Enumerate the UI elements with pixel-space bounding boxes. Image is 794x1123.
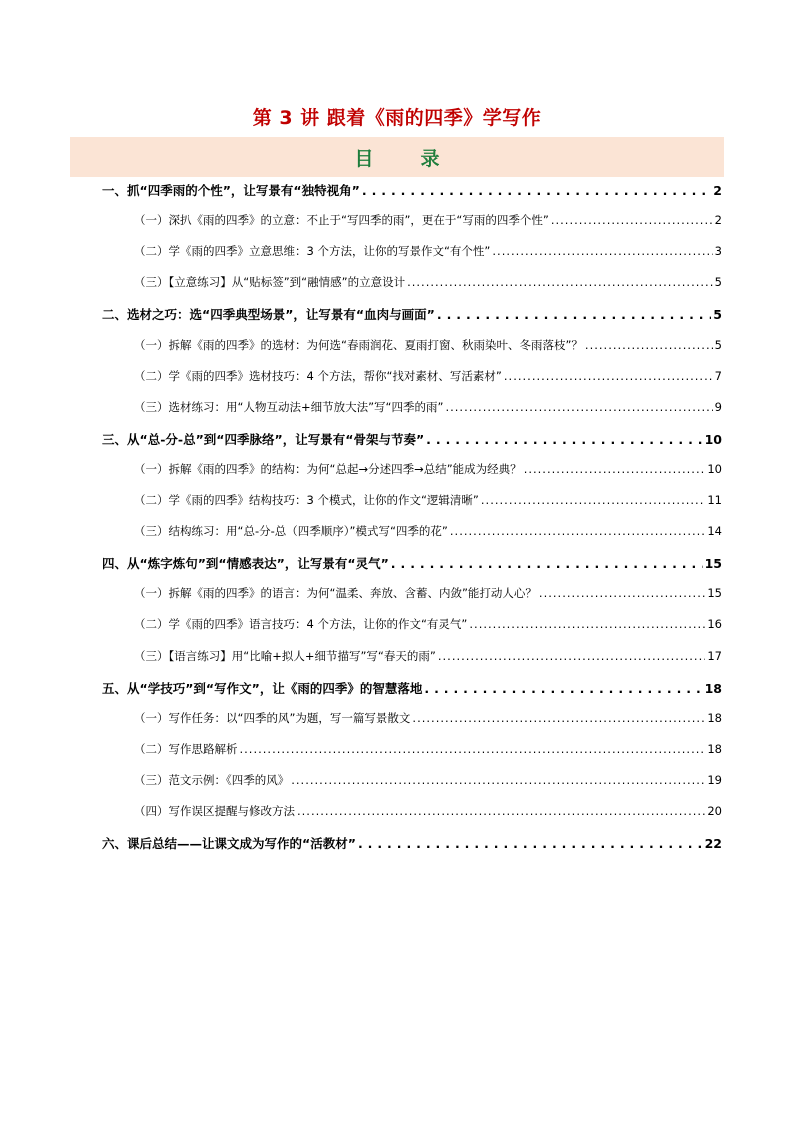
toc-dot-leader xyxy=(504,369,713,383)
toc-page-number: 22 xyxy=(704,836,722,852)
toc-subsection-entry[interactable] xyxy=(134,368,722,390)
toc-subsection-entry[interactable] xyxy=(134,274,722,296)
toc-page-number: 14 xyxy=(707,524,722,539)
toc-entry-text: （二）学《雨的四季》立意思维：3 个方法，让你的写景作文“有个性” xyxy=(134,244,491,259)
toc-subsection-entry[interactable] xyxy=(134,585,722,607)
toc-dot-leader xyxy=(524,462,706,476)
toc-dot-leader xyxy=(358,836,703,851)
toc-entry-text: （一）写作任务：以“四季的风”为题，写一篇写景散文 xyxy=(134,710,411,725)
toc-dot-leader xyxy=(585,338,713,352)
toc-subsection-entry[interactable] xyxy=(134,243,722,265)
toc-page-number: 20 xyxy=(707,804,722,818)
toc-subsection-entry[interactable] xyxy=(134,337,722,359)
toc-subsection-entry[interactable] xyxy=(134,648,722,670)
toc-subsection-entry[interactable] xyxy=(134,492,722,514)
toc-entry-text: （二）学《雨的四季》选材技巧：4 个方法，帮你“找对素材、写活素材” xyxy=(134,368,502,383)
toc-entry-text: （一）拆解《雨的四季》的结构：为何“总起→分述四季→总结”能成为经典？ xyxy=(134,461,522,476)
toc-dot-leader xyxy=(481,493,705,507)
toc-entry-text: （一）拆解《雨的四季》的语言：为何“温柔、奔放、含蓄、内敛”能打动人心？ xyxy=(134,586,537,601)
toc-entry-text: 五、从“学技巧”到“写作文”，让《雨的四季》的智慧落地 xyxy=(102,680,423,696)
toc-page-number: 17 xyxy=(707,648,722,663)
toc-dot-leader xyxy=(297,804,705,818)
toc-dot-leader xyxy=(551,213,713,227)
document-title: 第 3 讲 跟着《雨的四季》学写作 xyxy=(252,107,542,129)
toc-dot-leader xyxy=(492,244,712,258)
toc-dot-leader xyxy=(437,307,711,322)
toc-entry-text: （三）【立意练习】从“贴标签”到“融情感”的立意设计 xyxy=(134,275,406,290)
toc-entry-text: 一、抓“四季雨的个性”，让写景有“独特视角” xyxy=(102,183,360,198)
toc-section-entry[interactable] xyxy=(102,305,722,327)
toc-dot-leader xyxy=(426,432,702,447)
toc-entry-text: （二）学《雨的四季》结构技巧：3 个模式，让你的作文“逻辑清晰” xyxy=(134,493,479,507)
toc-entry-text: （三）范文示例：《四季的风》 xyxy=(134,772,290,787)
toc-page-number: 18 xyxy=(707,710,722,725)
toc-heading-band xyxy=(70,137,724,177)
toc-dot-leader xyxy=(362,183,711,198)
toc-page-number: 5 xyxy=(713,307,722,323)
toc-subsection-entry[interactable] xyxy=(134,803,722,825)
toc-dot-leader xyxy=(391,556,703,571)
toc-section-entry[interactable] xyxy=(102,834,722,856)
toc-subsection-entry[interactable] xyxy=(134,212,722,234)
toc-page-number: 16 xyxy=(707,617,722,632)
toc-dot-leader xyxy=(412,711,705,725)
toc-section-entry[interactable] xyxy=(102,430,722,452)
toc-page-number: 10 xyxy=(707,461,722,476)
toc-subsection-entry[interactable] xyxy=(134,461,722,483)
toc-subsection-entry[interactable] xyxy=(134,772,722,794)
toc-heading: 目 录 xyxy=(354,147,454,170)
toc-page-number: 11 xyxy=(707,493,722,507)
toc-page-number: 19 xyxy=(707,772,722,787)
toc-page-number: 9 xyxy=(714,399,722,414)
toc-page-number: 3 xyxy=(714,244,722,259)
toc-page-number: 15 xyxy=(704,556,722,572)
toc-entry-text: 三、从“总-分-总”到“四季脉络”，让写景有“骨架与节奏” xyxy=(102,431,425,447)
toc-page-number: 15 xyxy=(707,586,722,601)
toc-dot-leader xyxy=(445,400,712,414)
toc-entry-text: （三）选材练习：用“人物互动法+细节放大法”写“四季的雨” xyxy=(134,399,444,414)
toc-page-number: 7 xyxy=(714,368,722,383)
toc-page-number: 18 xyxy=(707,741,722,756)
toc-dot-leader xyxy=(424,681,702,696)
toc-page-number: 5 xyxy=(714,337,722,352)
toc-subsection-entry[interactable] xyxy=(134,710,722,732)
toc-dot-leader xyxy=(438,649,706,663)
toc-entry-text: （四）写作误区提醒与修改方法 xyxy=(134,804,295,818)
toc-subsection-entry[interactable] xyxy=(134,741,722,763)
toc-entry-text: （一）深扒《雨的四季》的立意：不止于“写四季的雨”，更在于“写雨的四季个性” xyxy=(134,213,549,228)
toc-dot-leader xyxy=(240,742,706,756)
toc-section-entry[interactable] xyxy=(102,554,722,576)
toc-page-number: 2 xyxy=(714,213,722,228)
toc-page-number: 10 xyxy=(704,431,722,447)
toc-entry-text: 四、从“炼字炼句”到“情感表达”，让写景有“灵气” xyxy=(102,556,389,572)
toc-section-entry[interactable] xyxy=(102,679,722,701)
toc-dot-leader xyxy=(407,275,713,289)
toc-dot-leader xyxy=(539,586,705,600)
toc-page-number: 18 xyxy=(704,680,722,696)
toc-subsection-entry[interactable] xyxy=(134,399,722,421)
toc-dot-leader xyxy=(291,773,705,787)
toc-entry-text: （一）拆解《雨的四季》的选材：为何选“春雨润花、夏雨打窗、秋雨染叶、冬雨落枝”？ xyxy=(134,337,583,352)
toc-dot-leader xyxy=(469,617,705,631)
toc-entry-text: （三）【语言练习】用“比喻+拟人+细节描写”写“春天的雨” xyxy=(134,648,436,663)
toc-entry-text: （三）结构练习：用“总-分-总（四季顺序）”模式写“四季的花” xyxy=(134,524,448,539)
toc-subsection-entry[interactable] xyxy=(134,616,722,638)
toc-entry-text: （二）学《雨的四季》语言技巧：4 个方法，让你的作文“有灵气” xyxy=(134,617,468,632)
toc-entry-text: 二、选材之巧：选“四季典型场景”，让写景有“血肉与画面” xyxy=(102,307,435,323)
toc-page-number: 5 xyxy=(714,275,722,290)
toc-entry-text: （二）写作思路解析 xyxy=(134,741,238,756)
toc-page-number: 2 xyxy=(713,183,722,198)
toc-subsection-entry[interactable] xyxy=(134,523,722,545)
toc-section-entry[interactable] xyxy=(102,181,722,203)
toc-dot-leader xyxy=(450,524,705,538)
toc-entry-text: 六、课后总结——让课文成为写作的“活教材” xyxy=(102,836,356,852)
